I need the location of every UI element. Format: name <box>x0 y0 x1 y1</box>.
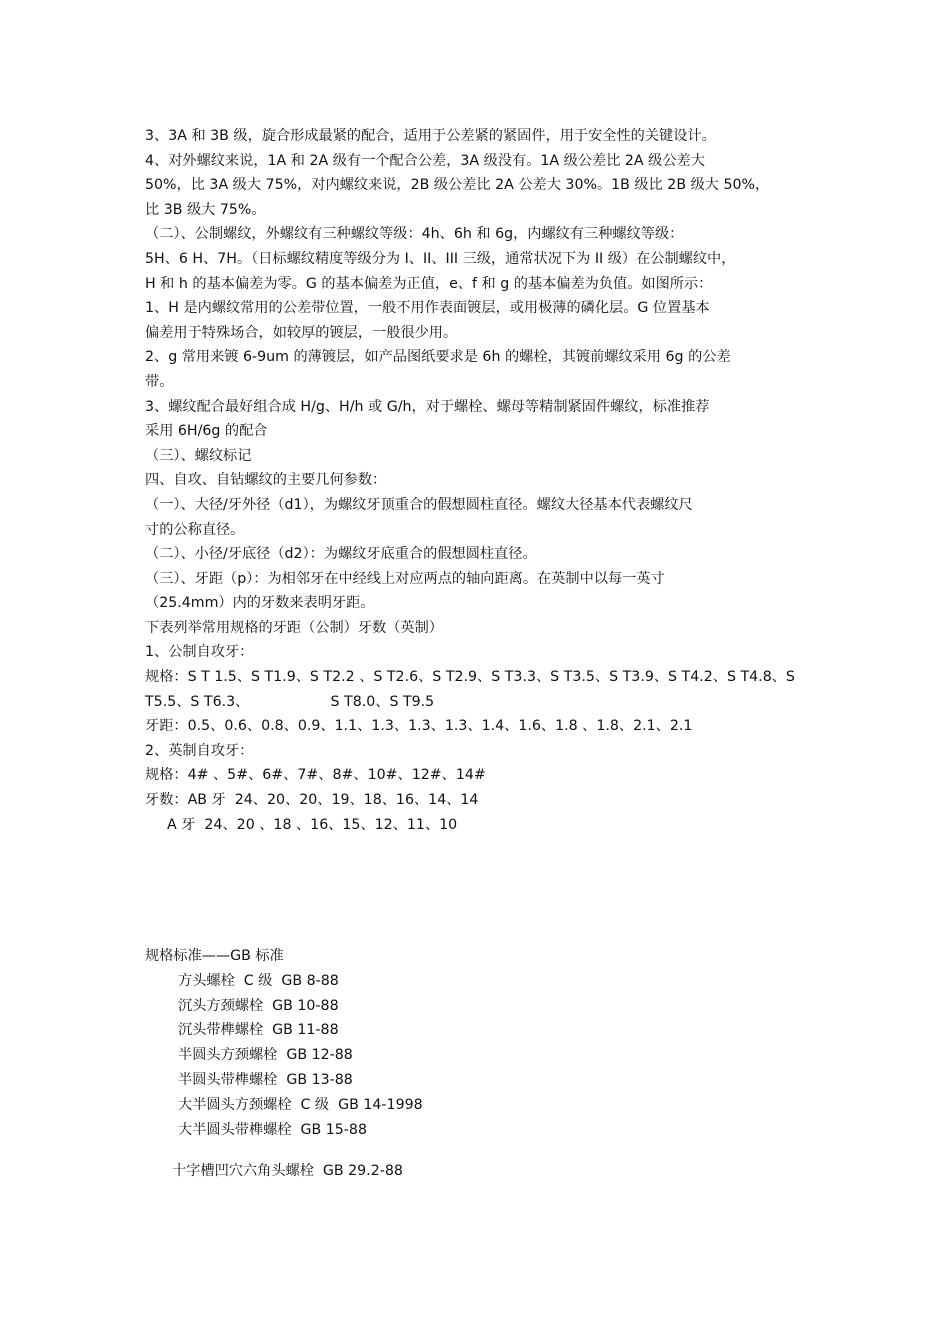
paragraph-line: 1、H 是内螺纹常用的公差带位置，一般不用作表面镀层，或用极薄的磷化层。G 位置基本 <box>145 300 710 317</box>
list-heading: 1、公制自攻牙： <box>145 644 254 661</box>
standard-item: 大半圆头带榫螺栓 GB 15-88 <box>178 1121 367 1138</box>
spec-line: 规格：4# 、5#、6#、7#、8#、10#、12#、14# <box>145 767 486 784</box>
paragraph-line: 下表列举常用规格的牙距（公制）牙数（英制） <box>145 619 443 636</box>
spec-line: 规格：S T 1.5、S T1.9、S T2.2 、S T2.6、S T2.9、S T3.3、S T3.5、S T3.9、S T4.2、S T4.8、S <box>145 669 795 686</box>
paragraph-line: 3、螺纹配合最好组合成 H/g、H/h 或 G/h，对于螺栓、螺母等精制紧固件螺纹，标准推荐 <box>145 398 710 415</box>
paragraph-line: （25.4mm）内的牙数来表明牙距。 <box>145 595 375 612</box>
paragraph-line: （三）、牙距（p）：为相邻牙在中经线上对应两点的轴向距离。在英制中以每一英寸 <box>145 570 665 587</box>
paragraph-line: 50%，比 3A 级大 75%，对内螺纹来说，2B 级公差比 2A 公差大 30%。1B 级比 2B 级大 50%， <box>145 177 770 194</box>
standard-item: 大半圆头方颈螺栓 C 级 GB 14-1998 <box>178 1096 423 1113</box>
paragraph-line: 偏差用于特殊场合，如较厚的镀层，一般很少用。 <box>145 324 458 341</box>
paragraph-line: H 和 h 的基本偏差为零。G 的基本偏差为正值，e、f 和 g 的基本偏差为负值。如图所示： <box>145 275 713 292</box>
pitch-line: 牙距：0.5、0.6、0.8、0.9、1.1、1.3、1.3、1.3、1.4、1.6、1.8 、1.8、2.1、2.1 <box>145 718 693 735</box>
standard-item: 方头螺栓 C 级 GB 8-88 <box>178 972 339 989</box>
standard-item-last: 十字槽凹穴六角头螺栓 GB 29.2-88 <box>172 1163 403 1180</box>
standard-item: 沉头方颈螺栓 GB 10-88 <box>178 997 339 1014</box>
section-heading: （三）、螺纹标记 <box>145 447 252 464</box>
paragraph-line: 采用 6H/6g 的配合 <box>145 423 268 440</box>
paragraph-line: 2、g 常用来镀 6-9um 的薄镀层，如产品图纸要求是 6h 的螺栓，其镀前螺纹采用 6g 的公差 <box>145 349 731 366</box>
paragraph-line: （二）、公制螺纹，外螺纹有三种螺纹等级：4h、6h 和 6g，内螺纹有三种螺纹等级： <box>145 226 684 243</box>
paragraph-line: 带。 <box>145 373 174 390</box>
standards-list <box>145 944 815 1184</box>
thread-count-line: 牙数：AB 牙 24、20、20、19、18、16、14、14 <box>145 792 479 809</box>
paragraph-line: 4、对外螺纹来说，1A 和 2A 级有一个配合公差，3A 级没有。1A 级公差比 2A 级公差大 <box>145 152 705 169</box>
standards-heading: 规格标准——GB 标准 <box>145 948 284 964</box>
standard-item: 半圆头带榫螺栓 GB 13-88 <box>178 1071 353 1088</box>
paragraph-line: 寸的公称直径。 <box>145 521 245 538</box>
paragraph-line: 5H、6 H、7H。（日标螺纹精度等级分为 I、II、III 三级，通常状况下为 II 级）在公制螺纹中， <box>145 250 736 267</box>
thread-count-line-a: A 牙 24、20 、18 、16、15、12、11、10 <box>167 816 458 833</box>
standard-item: 沉头带榫螺栓 GB 11-88 <box>178 1022 339 1039</box>
standard-item: 半圆头方颈螺栓 GB 12-88 <box>178 1047 353 1064</box>
list-heading: 2、英制自攻牙： <box>145 742 254 759</box>
spec-line: T5.5、S T6.3、 S T8.0、S T9.5 <box>145 693 435 710</box>
paragraph-line: 3、3A 和 3B 级，旋合形成最紧的配合，适用于公差紧的紧固件，用于安全性的关键设计。 <box>145 128 716 144</box>
paragraph-line: 比 3B 级大 75%。 <box>145 201 266 218</box>
document-body <box>145 124 815 837</box>
paragraph-line: （一）、大径/牙外径（d1），为螺纹牙顶重合的假想圆柱直径。螺纹大径基本代表螺纹尺 <box>145 496 693 513</box>
section-heading: 四、自攻、自钻螺纹的主要几何参数： <box>145 472 387 489</box>
paragraph-line: （二）、小径/牙底径（d2）：为螺纹牙底重合的假想圆柱直径。 <box>145 546 537 563</box>
